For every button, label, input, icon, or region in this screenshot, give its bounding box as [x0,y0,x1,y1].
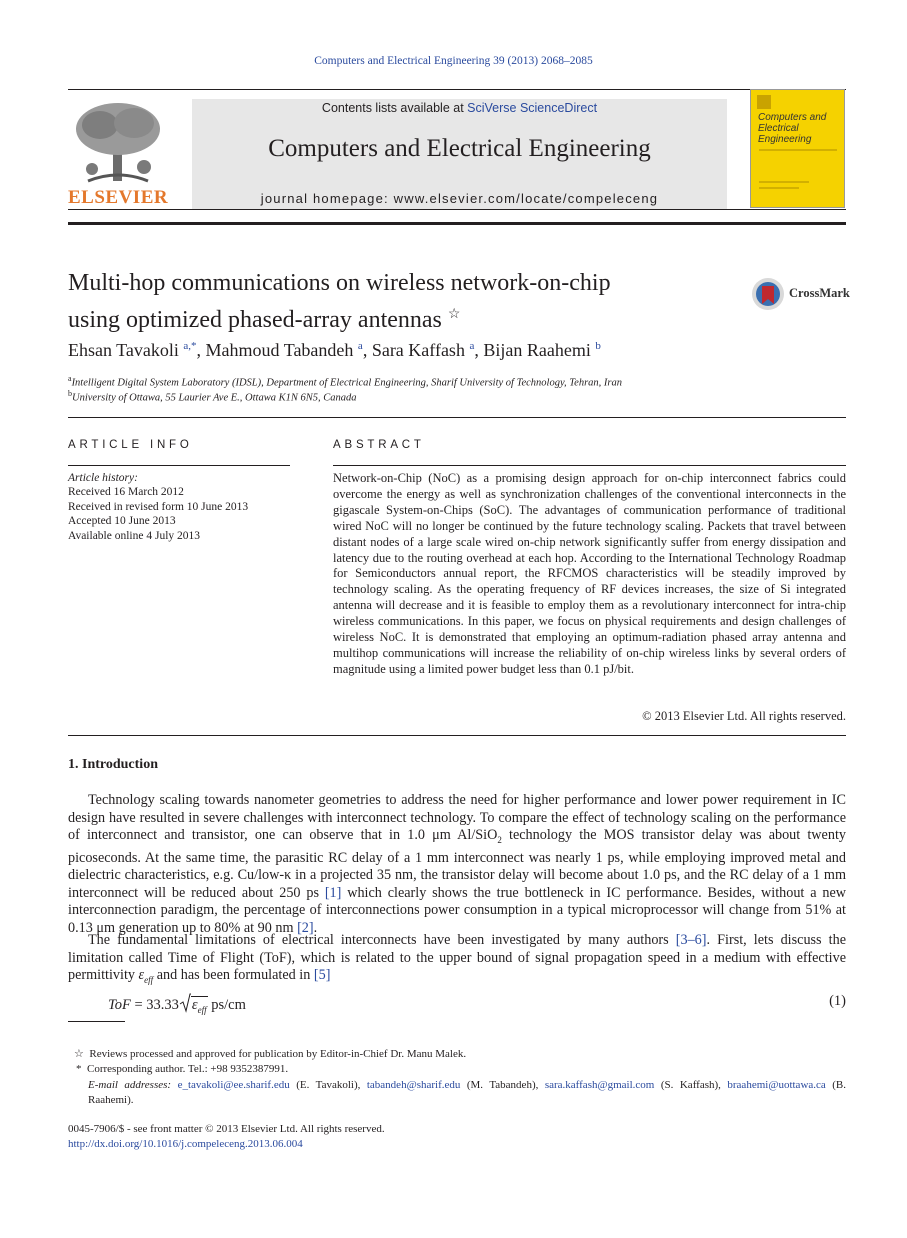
header-rule-bottom [68,209,846,210]
author[interactable]: Sara Kaffash [371,340,465,360]
email-link[interactable]: sara.kaffash@gmail.com [544,1078,655,1091]
history-accepted: Accepted 10 June 2013 [68,515,176,528]
journal-masthead [192,99,727,209]
history-received: Received 16 March 2012 [68,486,184,499]
citation-link[interactable]: [3–6] [675,932,707,948]
email-link[interactable]: e_tavakoli@ee.sharif.edu [177,1078,290,1091]
divider [68,465,290,466]
subscript: 2 [497,835,502,846]
equation-unit: ps/cm [207,997,246,1013]
title-line-1: Multi-hop communications on wireless network-on-chip [68,270,611,296]
title-star-footnote-mark[interactable]: ☆ [447,307,461,322]
elsevier-wordmark: ELSEVIER [68,187,169,208]
citation-link[interactable]: [5] [313,967,331,984]
author-affiliation-mark[interactable]: a,* [183,340,197,352]
front-matter-info [68,1122,385,1152]
author[interactable]: Ehsan Tavakoli [68,340,179,360]
affiliation-text: Intelligent Digital System Laboratory (IDSL), Department of Electrical Engineering, Sharif University of Technology, Tehran, Iran [71,377,622,389]
history-online: Available online 4 July 2013 [68,529,201,542]
footnote-corresponding: * Corresponding author. Tel.: +98 9352387991. [76,1063,289,1076]
footnotes [68,1047,846,1108]
history-revised: Received in revised form 10 June 2013 [68,500,249,513]
divider [68,417,846,418]
abstract-text: Network-on-Chip (NoC) as a promising design approach for on-chip interconnect fabrics could overcome the energy as well as synchronization challenges of the conventional interconnects in the gigascale System-on-Chips (SoC). The advantages of communication performance of traditional wired NoC will no longer be continued by the future technology scaling. Packets that travel between distant nodes of a large scale wired on-chip network significantly suffer from energy dissipation and latency due to the routing overhead at each hop. According to the International Technology Roadmap for Semiconductors annual report, the RFCMOS characteristics will be steadily improved by technology scaling. As the operating frequency of RF devices increases, the size of Si integrated antenna will decrease and it is feasible to employ them as a revolutionary interconnect for intra-chip wireless communications. In this paper, we focus on physical requirements and design challenges of wireless NoC. It is demonstrated that employing an optimum-radiation phased array antenna and multihop communications will increase the reliability of on-chip wireless links by several orders of magnitude using a limited power budget less than 0.1 pJ/bit. [333,471,846,676]
header-rule-top [68,89,846,90]
epsilon-symbol: ε [191,997,198,1013]
equation-number: (1) [829,993,846,1009]
section-heading-introduction: 1. Introduction [68,757,158,772]
author-affiliation-mark[interactable]: a [469,340,475,352]
author-separator: , [362,340,372,360]
epsilon-symbol: ε [138,967,145,984]
affiliation-mark: a [68,374,72,383]
citation-link[interactable]: [2] [297,919,314,936]
elsevier-logo[interactable] [68,99,168,209]
article-info-heading: ARTICLE INFO [68,439,193,451]
email-label: E-mail addresses: [88,1078,172,1091]
subscript: eff [144,975,154,986]
header-thick-rule [68,222,846,225]
author-list [68,340,601,361]
cover-title-line1: Computers and [758,112,827,123]
author-affiliation-mark[interactable]: b [595,340,601,352]
author-separator: , [474,340,484,360]
history-label: Article history: [68,472,138,484]
article-history [68,471,290,543]
sciencedirect-link[interactable]: SciVerse ScienceDirect [467,101,598,115]
equation-constant: = 33.33 [130,997,179,1013]
author[interactable]: Mahmoud Tabandeh [205,340,354,360]
divider [333,465,846,466]
footnote-rule [68,1021,125,1022]
crossmark-badge[interactable] [751,277,850,311]
citation-link[interactable]: [1] [324,884,342,901]
affiliation-text: University of Ottawa, 55 Laurier Ave E., Ottawa K1N 6N5, Canada [72,392,357,404]
title-line-2: using optimized phased-array antennas [68,307,442,333]
cover-graphic-icon [759,142,837,192]
crossmark-icon [751,277,785,311]
equation-1 [108,993,246,1015]
elsevier-tree-icon [68,99,168,187]
affiliation [68,374,622,389]
affiliation-mark: b [68,389,72,398]
doi-link[interactable]: http://dx.doi.org/10.1016/j.compeleceng.2013.06.004 [68,1138,303,1150]
author-affiliation-mark[interactable]: a [357,340,363,352]
footnote-star: ☆ Reviews processed and approved for publication by Editor-in-Chief Dr. Manu Malek. [74,1048,467,1060]
homepage-url[interactable]: www.elsevier.com/locate/compeleceng [393,191,659,206]
author-separator: , [196,340,206,360]
affiliation [68,389,356,404]
crossmark-label: CrossMark [789,286,850,300]
paper-title [68,268,728,336]
abstract-heading: ABSTRACT [333,439,425,451]
journal-homepage: journal homepage: www.elsevier.com/locate/compeleceng [260,191,659,206]
front-matter: 0045-7906/$ - see front matter © 2013 Elsevier Ltd. All rights reserved. [68,1123,385,1135]
footnote-emails: E-mail addresses: e_tavakoli@ee.sharif.edu (E. Tavakoli), tabandeh@sharif.edu (M. Tabandeh), sara.kaffash@gmail.com (S. Kaffash), braahemi@uottawa.ca (B. Raahemi). [88,1078,847,1106]
contents-availability: Contents lists available at SciVerse ScienceDirect [321,101,598,115]
intro-paragraph-2: The fundamental limitations of electrical interconnects have been investigated by many authors [3–6]. First, lets discuss the limitation called Time of Flight (ToF), which is related to the upper bound of signal propagation speed in a medium with effective permittivity $\varepsilon_{eff}$ and has been formulated in [5] [68,932,846,986]
email-link[interactable]: tabandeh@sharif.edu [366,1078,461,1091]
journal-cover-thumbnail[interactable] [750,89,845,208]
subscript: eff [197,1004,207,1015]
cover-title-line2: Electrical Engineering [758,123,812,145]
author[interactable]: Bijan Raahemi [483,340,591,360]
copyright-notice: © 2013 Elsevier Ltd. All rights reserved. [642,709,846,723]
divider [68,735,846,736]
square-root-icon [179,993,191,1013]
journal-citation[interactable]: Computers and Electrical Engineering 39 (2013) 2068–2085 [314,55,593,67]
intro-paragraph-1: Technology scaling towards nanometer geometries to address the need for higher performance and lower power requirement in IC design have resulted in severe challenges with interconnect technology. To compare the effect of technology scaling on the performance of interconnect and transistor, one can observe that in 1.0 μm Al/SiO$_2$ technology the MOS transistor delay was about twenty picoseconds. At the same time, the parasitic RC delay of a 1 mm interconnect was nearly 1 ps, while employing improved metal and dielectric characteristics, e.g. Cu/low-κ in a projected 35 nm, the transistor delay will become about 1.0 ps, and the RC delay of a 1 mm interconnect will be reduced about 250 ps [1] which clearly shows the true bottleneck in IC performance. Besides, without a new interconnection paradigm, the percentage of interconnections power consumption in a typical microprocessor will change from 51% at 0.13 μm generation up to 80% at 90 nm [2]. [68,792,846,936]
journal-title: Computers and Electrical Engineering [268,135,651,162]
equation-lhs: ToF [108,997,131,1013]
email-link[interactable]: braahemi@uottawa.ca [727,1078,826,1091]
cover-logo-icon [757,95,771,109]
